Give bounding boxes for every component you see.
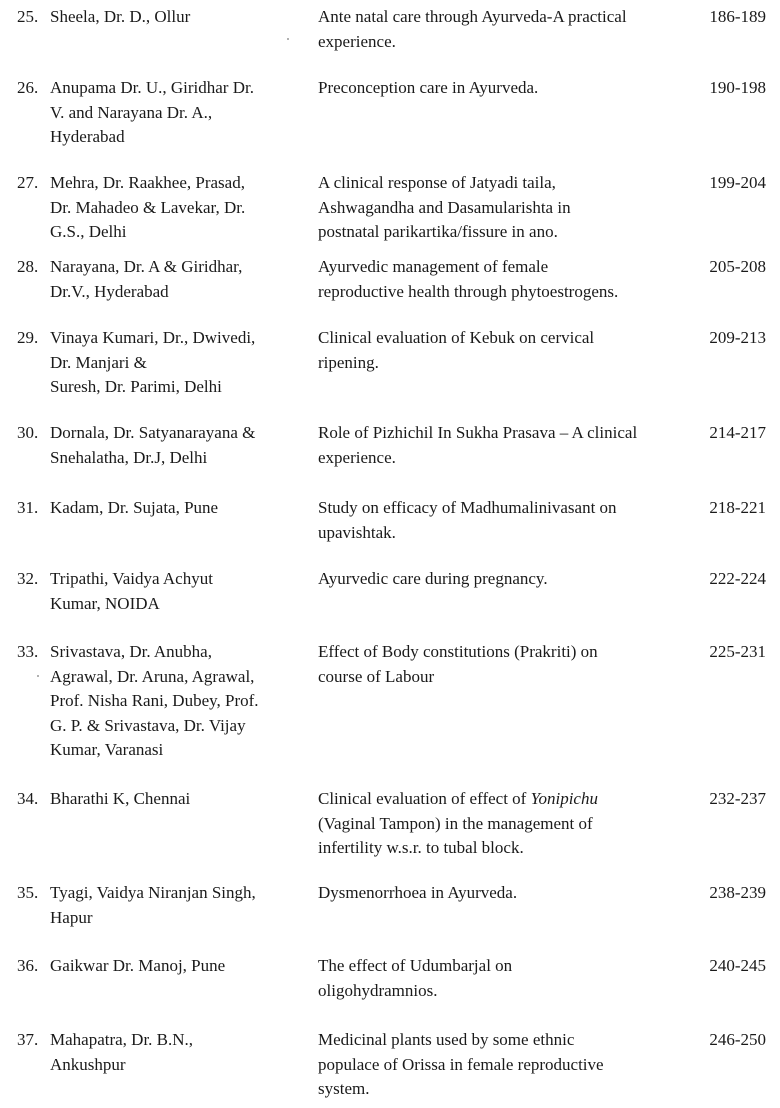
title-line: ripening. xyxy=(318,352,379,372)
entry-title xyxy=(318,567,690,592)
title-line: Ayurvedic care during pregnancy. xyxy=(318,569,548,588)
author-line: Gaikwar Dr. Manoj, Pune xyxy=(50,956,226,975)
entry-authors xyxy=(50,496,302,521)
author-line: Prof. Nisha Rani, Dubey, Prof. xyxy=(50,691,259,710)
title-line: reproductive health through phytoestrogens. xyxy=(318,281,619,301)
title-line: upavishtak. xyxy=(318,522,396,542)
author-line: Narayana, Dr. A & Giridhar, xyxy=(50,257,243,276)
entry-pages: 238-239 xyxy=(709,883,766,902)
entry-number: 37. xyxy=(17,1030,39,1049)
entry-number: 33. xyxy=(17,642,39,661)
entry-authors xyxy=(50,76,302,150)
author-line: Mehra, Dr. Raakhee, Prasad, xyxy=(50,173,245,192)
entry-title xyxy=(318,881,690,906)
title-line xyxy=(318,787,690,812)
entry-pages: 214-217 xyxy=(709,423,766,442)
title-line: Medicinal plants used by some ethnic xyxy=(318,1030,575,1049)
entry-title xyxy=(318,954,690,1003)
entry-pages: 225-231 xyxy=(709,642,766,661)
title-line: (Vaginal Tampon) in the management of xyxy=(318,813,593,833)
author-line: G.S., Delhi xyxy=(50,222,127,241)
author-line: Hyderabad xyxy=(50,127,125,146)
entry-title xyxy=(318,496,690,545)
author-line: Snehalatha, Dr.J, Delhi xyxy=(50,447,208,467)
entry-authors xyxy=(50,255,302,304)
entry-authors xyxy=(50,171,302,245)
title-line: Ayurvedic management of female xyxy=(318,257,549,276)
entry-authors xyxy=(50,954,302,979)
title-line: postnatal parikartika/fissure in ano. xyxy=(318,222,558,241)
entry-pages: 190-198 xyxy=(709,78,766,97)
author-line: Tripathi, Vaidya Achyut xyxy=(50,569,213,588)
author-line: Agrawal, Dr. Aruna, Agrawal, xyxy=(50,666,255,686)
entry-title xyxy=(318,171,690,245)
entry-number: 34. xyxy=(17,789,39,808)
entry-authors xyxy=(50,881,302,930)
title-line: A clinical response of Jatyadi taila, xyxy=(318,173,556,192)
title-line: Ante natal care through Ayurveda-A practical xyxy=(318,7,627,26)
author-line: V. and Narayana Dr. A., xyxy=(50,102,213,122)
entry-number: 29. xyxy=(17,328,39,347)
author-line: Dr. Manjari & xyxy=(50,352,147,372)
entry-number: 28. xyxy=(17,257,39,276)
entry-pages: 199-204 xyxy=(709,173,766,192)
entry-pages: 222-224 xyxy=(709,569,766,588)
title-line: Ashwagandha and Dasamularishta in xyxy=(318,197,571,217)
author-line: Kumar, NOIDA xyxy=(50,593,160,613)
entry-pages: 232-237 xyxy=(709,789,766,808)
title-line: system. xyxy=(318,1079,370,1098)
entry-number: 32. xyxy=(17,569,39,588)
entry-number: 30. xyxy=(17,423,39,442)
entry-title xyxy=(318,5,690,54)
entry-pages: 240-245 xyxy=(709,956,766,975)
title-line: oligohydramnios. xyxy=(318,980,438,1000)
entry-number: 25. xyxy=(17,7,39,26)
title-line: Role of Pizhichil In Sukha Prasava – A clinical xyxy=(318,423,638,442)
title-line: experience. xyxy=(318,31,396,51)
title-line: populace of Orissa in female reproductive xyxy=(318,1054,604,1074)
entry-pages: 218-221 xyxy=(709,498,766,517)
entry-title xyxy=(318,640,690,689)
entry-title xyxy=(318,76,690,101)
title-line: infertility w.s.r. to tubal block. xyxy=(318,838,524,857)
entry-number: 27. xyxy=(17,173,39,192)
title-line: Preconception care in Ayurveda. xyxy=(318,78,539,97)
author-line: Tyagi, Vaidya Niranjan Singh, xyxy=(50,883,256,902)
scan-speck xyxy=(287,38,289,40)
entry-number: 36. xyxy=(17,956,39,975)
entry-number: 35. xyxy=(17,883,39,902)
entry-authors xyxy=(50,5,302,30)
author-line: Hapur xyxy=(50,907,93,927)
entry-authors xyxy=(50,421,302,470)
entry-pages: 186-189 xyxy=(709,7,766,26)
author-line: Kumar, Varanasi xyxy=(50,740,164,759)
author-line: Srivastava, Dr. Anubha, xyxy=(50,642,212,661)
title-italic-term: Yonipichu xyxy=(530,789,598,808)
author-line: Anupama Dr. U., Giridhar Dr. xyxy=(50,78,254,97)
entry-pages: 209-213 xyxy=(709,328,766,347)
title-line: course of Labour xyxy=(318,666,435,686)
entry-number: 31. xyxy=(17,498,39,517)
entry-authors xyxy=(50,787,302,812)
author-line: G. P. & Srivastava, Dr. Vijay xyxy=(50,715,246,735)
entry-title xyxy=(318,421,690,470)
entry-authors xyxy=(50,326,302,400)
author-line: Dr.V., Hyderabad xyxy=(50,281,169,301)
entry-title xyxy=(318,255,690,304)
author-line: Kadam, Dr. Sujata, Pune xyxy=(50,498,219,517)
entry-title xyxy=(318,326,690,375)
author-line: Ankushpur xyxy=(50,1054,126,1074)
entry-title xyxy=(318,1028,690,1102)
title-line: experience. xyxy=(318,447,396,467)
title-line: Study on efficacy of Madhumalinivasant on xyxy=(318,498,617,517)
author-line: Dr. Mahadeo & Lavekar, Dr. xyxy=(50,197,246,217)
title-text: Clinical evaluation of effect of xyxy=(318,789,531,808)
title-line: Dysmenorrhoea in Ayurveda. xyxy=(318,883,518,902)
title-line: Clinical evaluation of Kebuk on cervical xyxy=(318,328,595,347)
author-line: Suresh, Dr. Parimi, Delhi xyxy=(50,377,222,396)
author-line: Dornala, Dr. Satyanarayana & xyxy=(50,423,256,442)
author-line: Mahapatra, Dr. B.N., xyxy=(50,1030,194,1049)
entry-number: 26. xyxy=(17,78,39,97)
entry-authors xyxy=(50,1028,302,1077)
entry-pages: 205-208 xyxy=(709,257,766,276)
title-line: The effect of Udumbarjal on xyxy=(318,956,513,975)
title-line: Effect of Body constitutions (Prakriti) on xyxy=(318,642,598,661)
author-line: Bharathi K, Chennai xyxy=(50,789,191,808)
author-line: Sheela, Dr. D., Ollur xyxy=(50,7,191,26)
entry-authors xyxy=(50,567,302,616)
entry-pages: 246-250 xyxy=(709,1030,766,1049)
entry-authors xyxy=(50,640,302,763)
scan-speck xyxy=(37,675,39,677)
entry-title xyxy=(318,787,690,861)
author-line: Vinaya Kumari, Dr., Dwivedi, xyxy=(50,328,256,347)
